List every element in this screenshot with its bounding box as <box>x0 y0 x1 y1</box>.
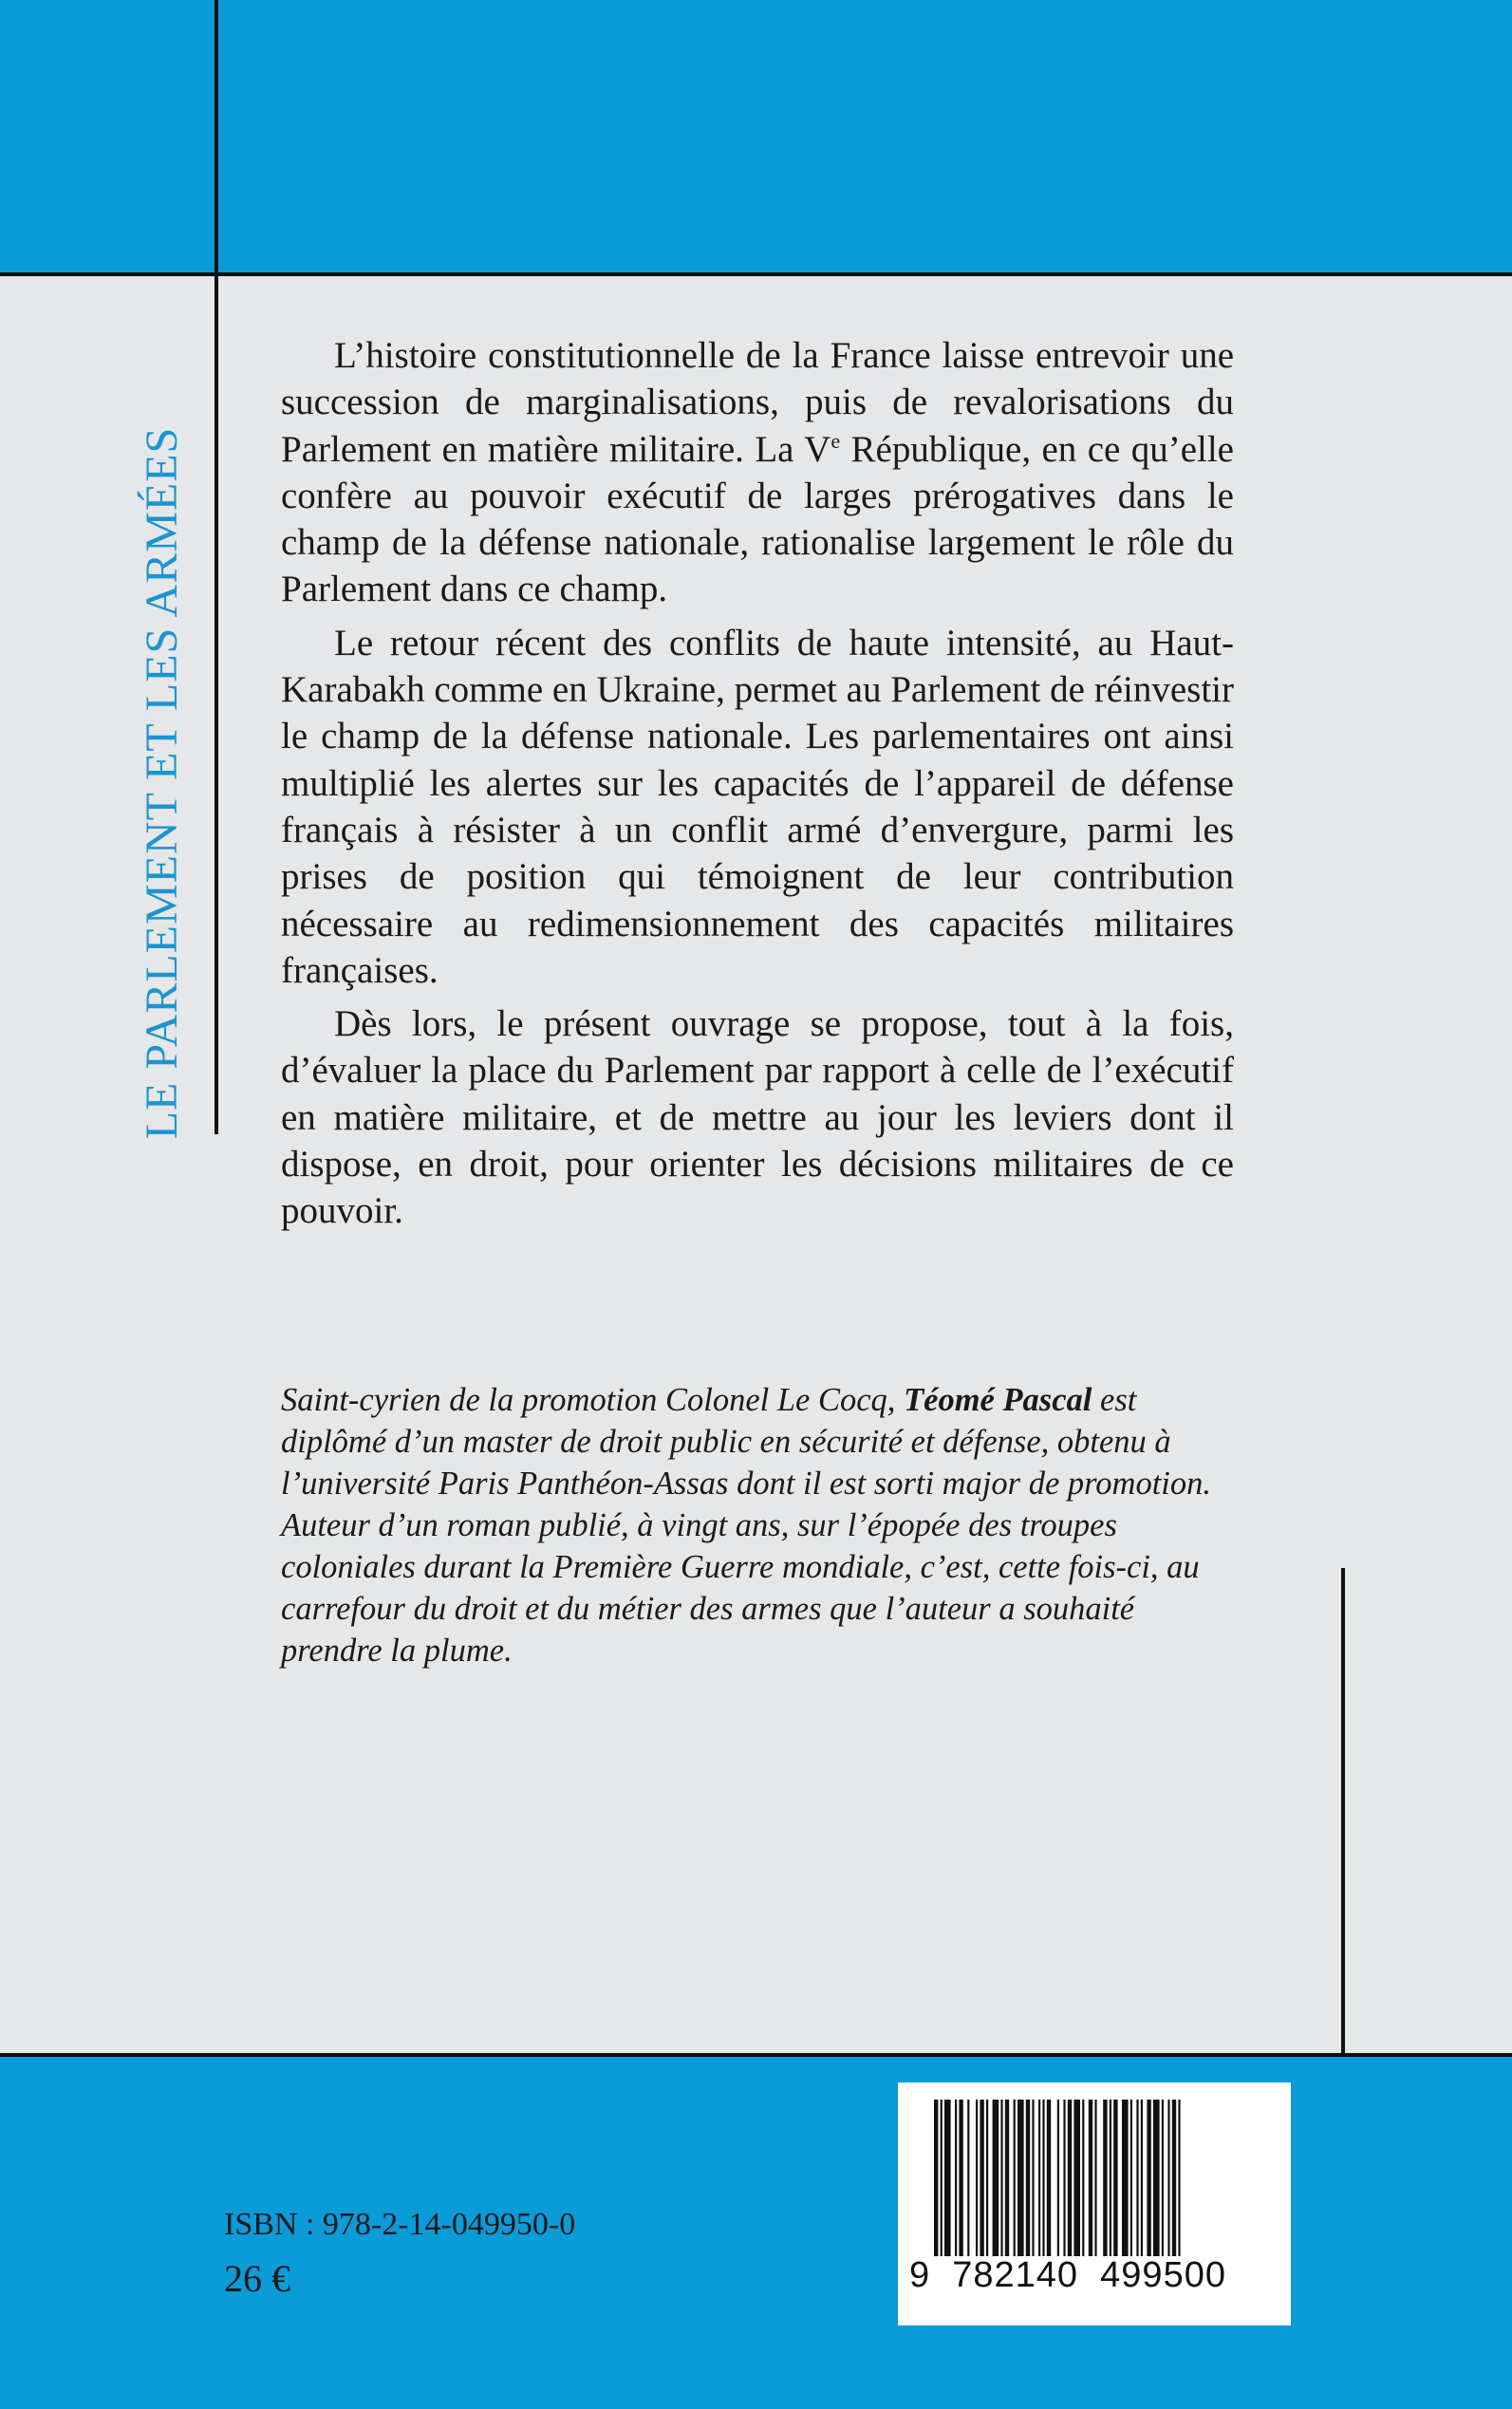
vertical-book-title: LE PARLEMENT ET LES ARMÉES <box>137 426 187 1140</box>
barcode-bar <box>1000 2100 1002 2256</box>
barcode-bar <box>1130 2100 1132 2256</box>
barcode-bar <box>1153 2100 1160 2256</box>
barcode-bar <box>1082 2100 1084 2256</box>
barcode-bars <box>934 2100 1257 2261</box>
barcode-bar <box>967 2100 969 2256</box>
barcode-bar <box>955 2100 957 2256</box>
blurb-paragraph-2: Le retour récent des conflits de haute intensité, au Haut-Karabakh comme en Ukraine, permet au Parlement de réinvestir le champ de la défense nationale. Les parlementaires ont ainsi multiplié les alertes sur les capacités de l’appareil de défense français à résister à un conflit armé d’envergure, parmi les prises de position qui témoignent de leur contribution nécessaire au redimensionnement des capacités militaires françaises. <box>281 622 1234 991</box>
barcode <box>898 2082 1291 2325</box>
blurb-paragraph-3: Dès lors, le présent ouvrage se propose, tout à la fois, d’évaluer la place du Parlement par rapport à celle de l’exécutif en matière militaire, et de mettre au jour les leviers dont il dispose, en droit, pour orienter les décisions militaires de ce pouvoir. <box>281 1003 1234 1232</box>
barcode-bar <box>1057 2100 1059 2256</box>
barcode-bar <box>1103 2100 1107 2256</box>
barcode-bar <box>1178 2100 1180 2256</box>
barcode-bar <box>1089 2100 1092 2256</box>
barcode-bar <box>1172 2100 1176 2256</box>
barcode-bar <box>944 2100 951 2256</box>
back-cover-blurb <box>281 332 1234 1242</box>
barcode-bar <box>993 2100 999 2256</box>
barcode-bar <box>1167 2100 1169 2256</box>
barcode-bar <box>1005 2100 1009 2256</box>
barcode-bar <box>1042 2100 1044 2256</box>
barcode-bar <box>1162 2100 1164 2256</box>
barcode-bar <box>934 2100 938 2256</box>
author-bio: Saint-cyrien de la promotion Colonel Le Cocq, Téomé Pascal est diplômé d’un master de droit public en sécurité et défense, obtenu à l’université Paris Panthéon-Assas dont il est sorti major de promotion. Auteur d’un roman publié, à vingt ans, sur l’épopée des troupes coloniales durant la Première Guerre mondiale, c’est, cette fois-ci, au carrefour du droit et du métier des armes que l’auteur a souhaité prendre la plume. <box>281 1382 1212 1669</box>
barcode-bar <box>1038 2100 1040 2256</box>
barcode-bar <box>1063 2100 1065 2256</box>
barcode-bar <box>1047 2100 1051 2256</box>
barcode-bar <box>1147 2100 1150 2256</box>
top-vertical-rule <box>215 0 218 1134</box>
barcode-bar <box>1094 2100 1096 2256</box>
isbn-text: ISBN : 978-2-14-049950-0 <box>224 2207 576 2242</box>
barcode-bar <box>986 2100 988 2256</box>
barcode-bar <box>1017 2100 1024 2256</box>
barcode-bar <box>976 2100 978 2256</box>
superscript-e: e <box>831 428 841 453</box>
barcode-bar <box>1136 2100 1138 2256</box>
barcode-bar <box>959 2100 962 2256</box>
barcode-digits: 9 782140 499500 <box>909 2255 1226 2295</box>
barcode-bar <box>1026 2100 1030 2256</box>
top-color-band <box>0 0 1512 276</box>
barcode-bar <box>980 2100 983 2256</box>
barcode-bar <box>1122 2100 1129 2256</box>
author-name: Téomé Pascal <box>904 1382 1092 1418</box>
barcode-bar <box>1073 2100 1080 2256</box>
blurb-paragraph-1: L’histoire constitutionnelle de la France laisse entrevoir une succession de marginalisations, puis de revalorisations du Parlement en matière militaire. La Ve République, en ce qu’elle confère au pouvoir exécutif de larges prérogatives dans le champ de la défense nationale, rationalise largement le rôle du Parlement dans ce champ. <box>281 335 1234 610</box>
barcode-bar <box>1110 2100 1111 2256</box>
barcode-bar <box>1141 2100 1143 2256</box>
barcode-bar <box>1113 2100 1117 2256</box>
barcode-bar <box>1068 2100 1072 2256</box>
barcode-bar <box>1014 2100 1016 2256</box>
barcode-bar <box>941 2100 943 2256</box>
price-text: 26 € <box>224 2257 290 2300</box>
barcode-bar <box>1032 2100 1034 2256</box>
